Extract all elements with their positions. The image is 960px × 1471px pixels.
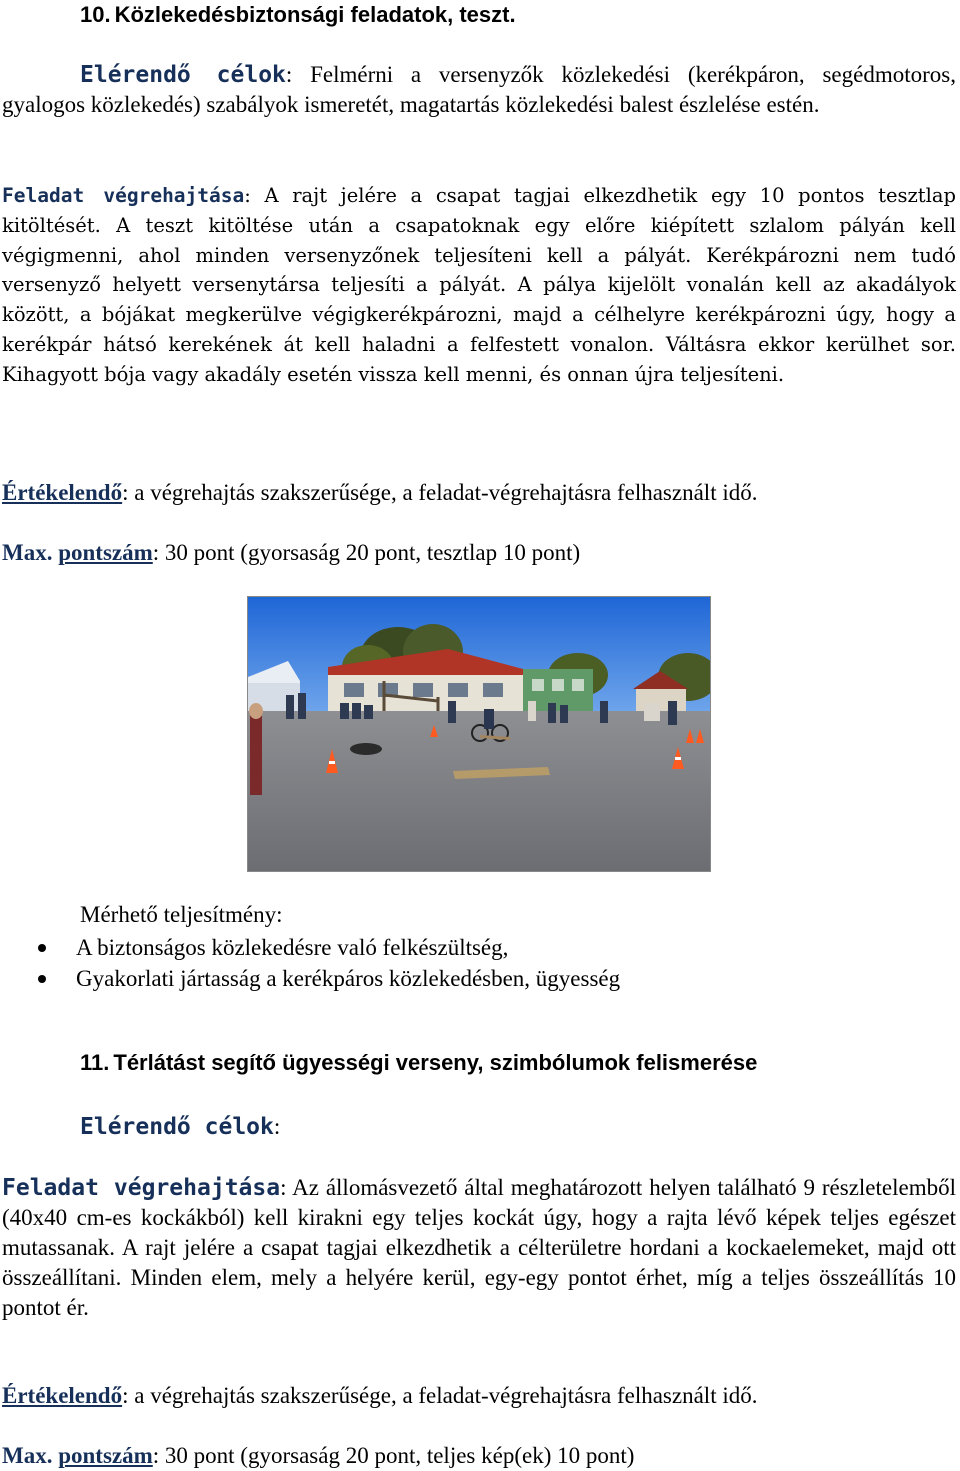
section-title: Térlátást segítő ügyességi verseny, szimbólumok felismerése: [113, 1050, 758, 1075]
task-paragraph-11: [2, 1173, 956, 1323]
bullet-icon: [38, 944, 46, 952]
evaluation-text: : a végrehajtás szakszerűsége, a feladat-végrehajtásra felhasznált idő.: [122, 480, 758, 505]
section-number: 11.: [80, 1050, 110, 1075]
section-title: Közlekedésbiztonsági feladatok, teszt.: [114, 2, 516, 27]
task-text: : A rajt jelére a csapat tagjai elkezdhetik egy 10 pontos tesztlap kitöltését. A teszt kitöltése után a csapatoknak egy előre kiépített szlalom pályán kell végigmenni, ahol minden versenyzőnek teljesíteni kell a pályát. Kerékpározni nem tudó versenyző helyett versenytársa teljesíti a pályát. A pálya kijelölt vonalán kell az akadályok között, a bójákat megkerülve végigkerékpározni, majd a célhelyre kerékpározni úgy, hogy a kerékpár hátsó kerekének át kell haladni a felfestett vonalon. Váltásra ekkor kerülhet sor. Kihagyott bója vagy akadály esetén vissza kell menni, és onnan újra teljesíteni.: [2, 184, 956, 386]
evaluation-text: : a végrehajtás szakszerűsége, a feladat-végrehajtásra felhasznált idő.: [122, 1383, 758, 1408]
evaluation-label: Értékelendő: [2, 480, 123, 505]
list-item: A biztonságos közlekedésre való felkészültség,: [0, 932, 620, 963]
task-text: : Az állomásvezető által meghatározott helyen található 9 részletelemből (40x40 cm-es kockákból) kell kirakni egy teljes kockát úgy, hogy a rajta lévő képek teljes egészet mutassanak. A rajt jelére a csapat tagjai elkezdhetik a célterületre hordani a kockaelemeket, majd ott összeállítani. Minden elem, mely a helyére kerül, egy-egy pontot érhet, míg a teljes összeállítás 10 pontot ér.: [2, 1175, 956, 1320]
goals-text: : Felmérni a versenyzők közlekedési (kerékpáron, segédmotoros, gyalogos közlekedés) szabályok ismeretét, magatartás közlekedési balest észlelése estén.: [2, 62, 956, 117]
section-number: 10.: [80, 2, 111, 27]
task-label: Feladat végrehajtása: [2, 184, 245, 207]
section-10-heading: [80, 2, 516, 28]
goals-label: Elérendő célok: [80, 1114, 274, 1140]
points-text: : 30 pont (gyorsaság 20 pont, teljes kép(ek) 10 pont): [152, 1443, 635, 1468]
goals-paragraph: [2, 60, 956, 120]
evaluation-paragraph-11: [2, 1381, 956, 1411]
list-item: Gyakorlati jártasság a kerékpáros közlekedésben, ügyesség: [0, 963, 620, 994]
measurable-label: Mérhető teljesítmény:: [80, 902, 283, 927]
goals-label: Elérendő célok: [80, 62, 286, 88]
max-points-paragraph-11: [2, 1441, 956, 1471]
points-label: pontszám: [58, 1443, 153, 1468]
max-points-paragraph: [2, 538, 956, 568]
bullet-icon: [38, 975, 46, 983]
points-text: : 30 pont (gyorsaság 20 pont, tesztlap 10 pont): [152, 540, 581, 565]
section-11-heading: [80, 1050, 757, 1076]
evaluation-paragraph: [2, 478, 956, 508]
max-label: Max.: [2, 1443, 53, 1468]
points-label: pontszám: [58, 540, 153, 565]
task-label: Feladat végrehajtása: [2, 1175, 281, 1201]
measurable-list: [0, 932, 620, 994]
max-label: Max.: [2, 540, 53, 565]
task-paragraph: [2, 181, 956, 390]
goals-paragraph-11: Elérendő célok:: [80, 1114, 281, 1140]
evaluation-label: Értékelendő: [2, 1383, 123, 1408]
slalom-course-photo: [247, 596, 711, 872]
